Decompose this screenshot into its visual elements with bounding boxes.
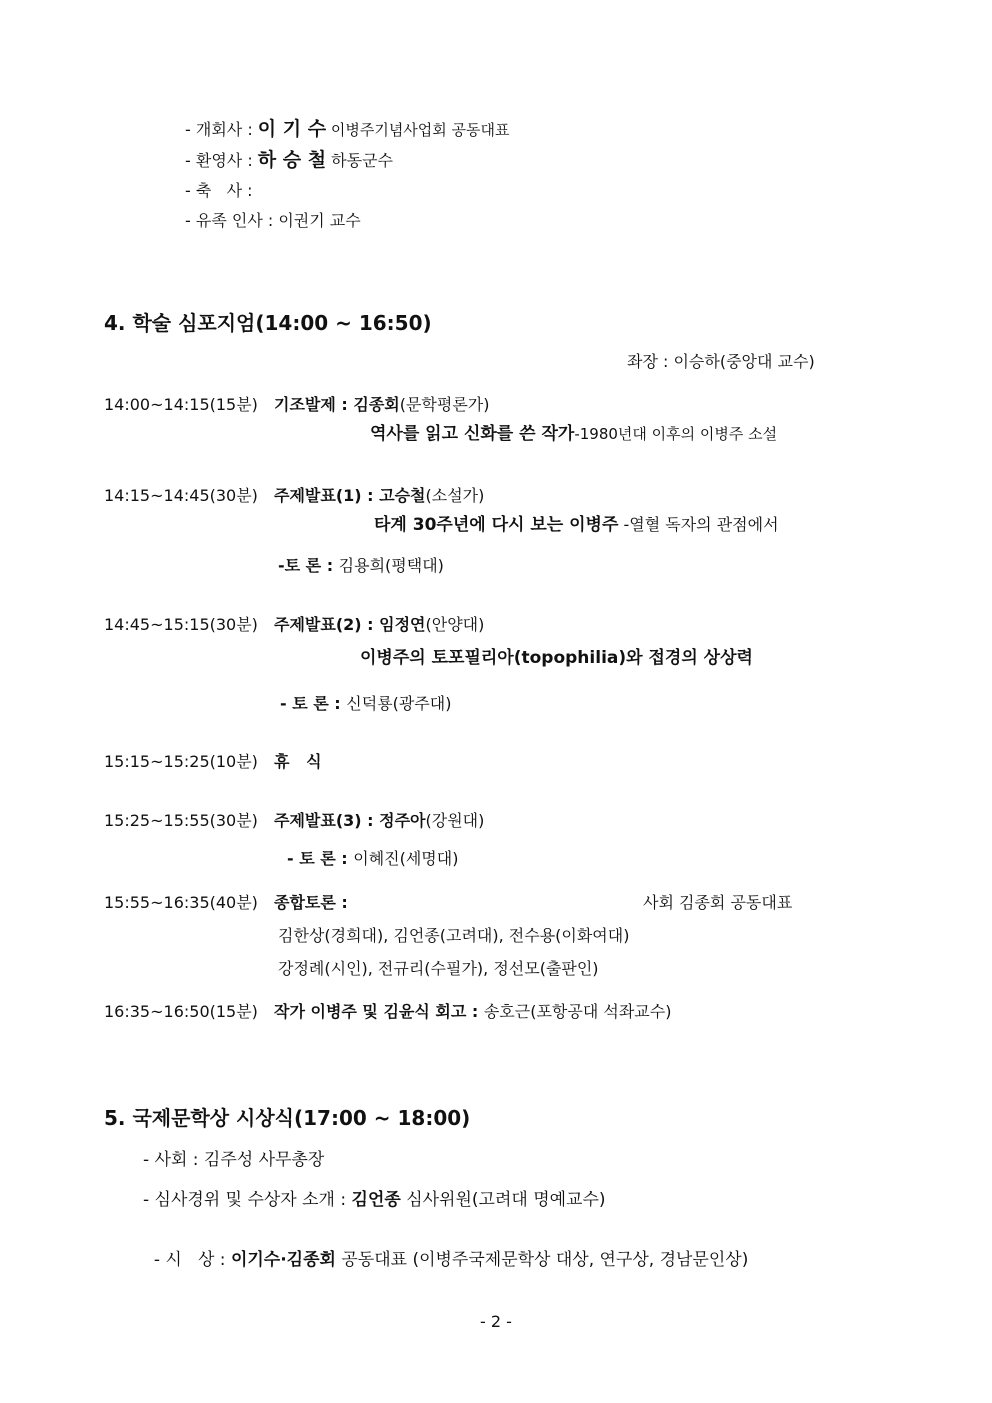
session-2-discussant-name: 김용희(평택대) <box>338 556 444 575</box>
award-line-3 <box>143 1230 748 1271</box>
session-2-discussant <box>278 556 444 575</box>
award-3-role: 공동대표 (이병주국제문학상 대상, 연구상, 경남문인상) <box>335 1250 749 1271</box>
session-7-header <box>274 1002 671 1021</box>
session-2-time: 14:15~14:45(30분) <box>104 486 258 505</box>
session-2-affiliation: (소설가) <box>425 486 485 505</box>
opening-line-1 <box>185 118 510 141</box>
session-3-discussant <box>280 694 451 713</box>
session-3-affiliation: (안양대) <box>425 615 485 634</box>
session-5-discussant-label: - 토 론 : <box>287 849 354 868</box>
session-6-panel-line-1: 김한상(경희대), 김언종(고려대), 전수용(이화여대) <box>278 926 630 945</box>
session-2-header <box>274 486 484 505</box>
award-line-2 <box>143 1190 606 1210</box>
session-1-title-sub: -1980년대 이후의 이병주 소설 <box>574 425 778 443</box>
opening-1-name: 이 기 수 <box>257 118 327 140</box>
session-6-label: 종합토론 : <box>274 893 348 912</box>
session-6-panel-line-2: 강정례(시인), 전규리(수필가), 정선모(출판인) <box>278 959 599 978</box>
session-6-host: 사회 김종회 공동대표 <box>643 893 793 912</box>
session-2-discussant-label: -토 론 : <box>278 556 339 575</box>
session-2-title-main: 타계 30주년에 다시 보는 이병주 <box>374 515 619 535</box>
session-5-discussant <box>287 849 458 868</box>
session-3-discussant-label: - 토 론 : <box>280 694 347 713</box>
section-4-chair: 좌장 : 이승하(중앙대 교수) <box>627 352 815 371</box>
session-1-affiliation: (문학평론가) <box>399 395 490 414</box>
opening-2-name: 하 승 철 <box>257 149 327 171</box>
opening-1-role: 이병주기념사업회 공동대표 <box>326 121 510 139</box>
page-number: - 2 - <box>480 1312 512 1331</box>
session-3-time: 14:45~15:15(30분) <box>104 615 258 634</box>
opening-2-prefix: - 환영사 : <box>185 151 258 170</box>
session-1-time: 14:00~14:15(15분) <box>104 395 258 414</box>
session-3-header <box>274 615 484 634</box>
award-2-name: 김언종 <box>351 1190 401 1210</box>
opening-line-4: - 유족 인사 : 이권기 교수 <box>185 211 361 230</box>
session-7-name: 송호근(포항공대 석좌교수) <box>483 1002 672 1021</box>
session-5-discussant-name: 이혜진(세명대) <box>353 849 459 868</box>
session-1-header <box>274 395 490 414</box>
session-3-label: 주제발표(2) : 임정연 <box>274 615 426 634</box>
section-4-title: 4. 학술 심포지엄(14:00 ~ 16:50) <box>104 311 432 335</box>
award-line-1: - 사회 : 김주성 사무총장 <box>143 1150 325 1170</box>
session-5-label: 주제발표(3) : 정주아 <box>274 811 426 830</box>
session-2-title <box>374 515 779 535</box>
session-4-label: 휴 식 <box>274 752 322 771</box>
session-5-affiliation: (강원대) <box>425 811 485 830</box>
session-5-time: 15:25~15:55(30분) <box>104 811 258 830</box>
opening-1-prefix: - 개회사 : <box>185 120 258 139</box>
opening-2-role: 하동군수 <box>326 151 394 170</box>
session-6-time: 15:55~16:35(40분) <box>104 893 258 912</box>
session-3-title: 이병주의 토포필리아(topophilia)와 접경의 상상력 <box>360 648 753 668</box>
section-5-title: 5. 국제문학상 시상식(17:00 ~ 18:00) <box>104 1106 471 1130</box>
session-7-time: 16:35~16:50(15분) <box>104 1002 258 1021</box>
session-1-title <box>370 424 777 444</box>
session-7-label: 작가 이병주 및 김윤식 회고 : <box>274 1002 484 1021</box>
opening-line-3: - 축 사 : <box>185 181 253 200</box>
session-1-title-main: 역사를 읽고 신화를 쓴 작가 <box>370 424 575 444</box>
session-2-title-sub: -열혈 독자의 관점에서 <box>618 515 779 534</box>
session-5-header <box>274 811 484 830</box>
award-2-prefix: - 심사경위 및 수상자 소개 : <box>143 1190 352 1210</box>
award-3-prefix: - 시 상 : <box>153 1250 231 1271</box>
session-4-time: 15:15~15:25(10분) <box>104 752 258 771</box>
session-2-label: 주제발표(1) : 고승철 <box>274 486 426 505</box>
award-2-role: 심사위원(고려대 명예교수) <box>400 1190 606 1210</box>
session-3-discussant-name: 신덕룡(광주대) <box>346 694 452 713</box>
opening-line-2 <box>185 149 393 172</box>
session-1-label: 기조발제 : 김종회 <box>274 395 400 414</box>
award-3-name: 이기수·김종회 <box>230 1250 336 1271</box>
